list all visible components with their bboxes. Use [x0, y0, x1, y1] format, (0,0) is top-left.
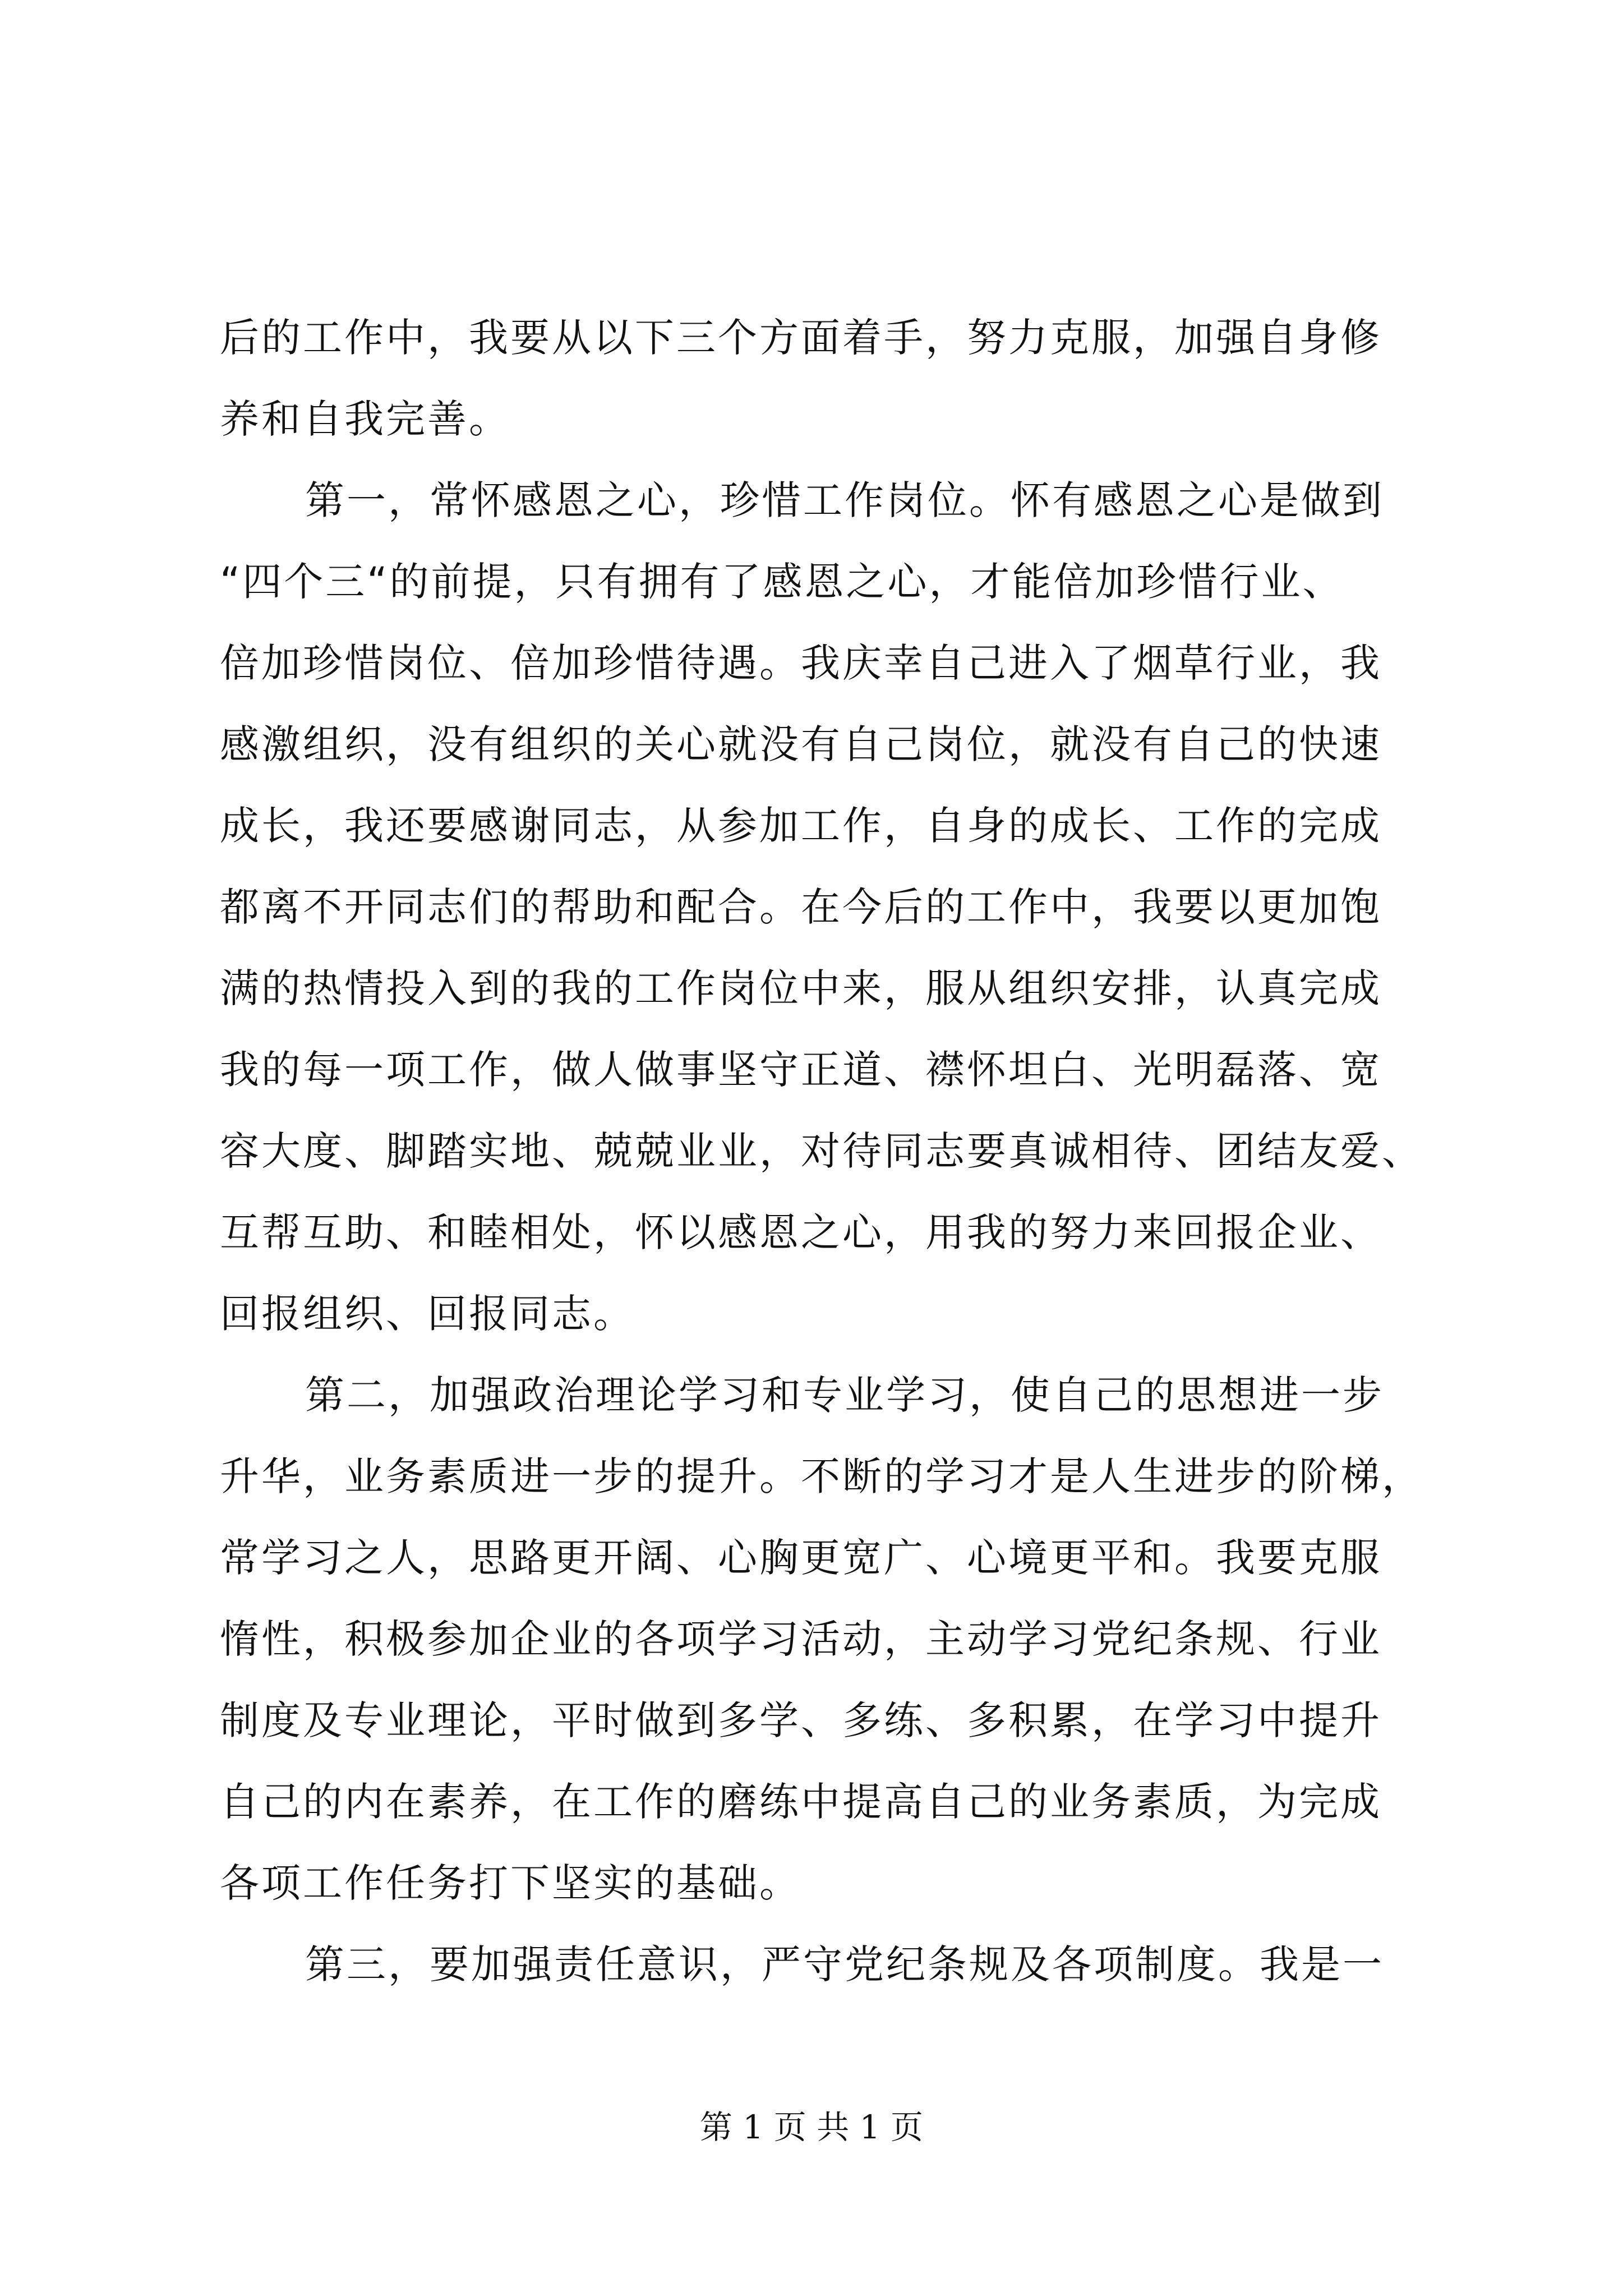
text-line: “四个三“的前提，只有拥有了感恩之心，才能倍加珍惜行业、 — [220, 559, 1344, 605]
text-line: 惰性，积极参加企业的各项学习活动，主动学习党纪条规、行业 — [220, 1616, 1382, 1662]
text-line: 感激组织，没有组织的关心就没有自己岗位，就没有自己的快速 — [220, 721, 1382, 767]
text-line: 升华，业务素质进一步的提升。不断的学习才是人生进步的阶梯， — [220, 1453, 1423, 1499]
text-line: 养和自我完善。 — [220, 396, 510, 442]
text-line: 倍加珍惜岗位、倍加珍惜待遇。我庆幸自己进入了烟草行业，我 — [220, 640, 1382, 686]
page-footer: 第 1 页 共 1 页 — [700, 2108, 923, 2146]
text-line: 后的工作中，我要从以下三个方面着手，努力克服，加强自身修 — [220, 315, 1382, 361]
text-line: 满的热情投入到的我的工作岗位中来，服从组织安排，认真完成 — [220, 965, 1382, 1011]
text-line: 互帮互助、和睦相处，怀以感恩之心，用我的努力来回报企业、 — [220, 1209, 1382, 1255]
text-line: 都离不开同志们的帮助和配合。在今后的工作中，我要以更加饱 — [220, 884, 1382, 930]
paragraph-start-line: 第一，常怀感恩之心，珍惜工作岗位。怀有感恩之心是做到 — [305, 477, 1384, 523]
text-line: 自己的内在素养，在工作的磨练中提高自己的业务素质，为完成 — [220, 1779, 1382, 1825]
text-line: 容大度、脚踏实地、兢兢业业，对待同志要真诚相待、团结友爱、 — [220, 1128, 1423, 1174]
paragraph-start-line: 第三，要加强责任意识，严守党纪条规及各项制度。我是一 — [305, 1941, 1384, 1987]
text-line: 成长，我还要感谢同志，从参加工作，自身的成长、工作的完成 — [220, 803, 1382, 849]
text-line: 回报组织、回报同志。 — [220, 1291, 635, 1337]
text-line: 各项工作任务打下坚实的基础。 — [220, 1860, 801, 1906]
document-body — [220, 297, 1423, 2005]
paragraph-start-line: 第二，加强政治理论学习和专业学习，使自己的思想进一步 — [305, 1372, 1384, 1418]
text-line: 常学习之人，思路更开阔、心胸更宽广、心境更平和。我要克服 — [220, 1535, 1382, 1581]
text-line: 制度及专业理论，平时做到多学、多练、多积累，在学习中提升 — [220, 1697, 1382, 1743]
text-line: 我的每一项工作，做人做事坚守正道、襟怀坦白、光明磊落、宽 — [220, 1047, 1382, 1093]
